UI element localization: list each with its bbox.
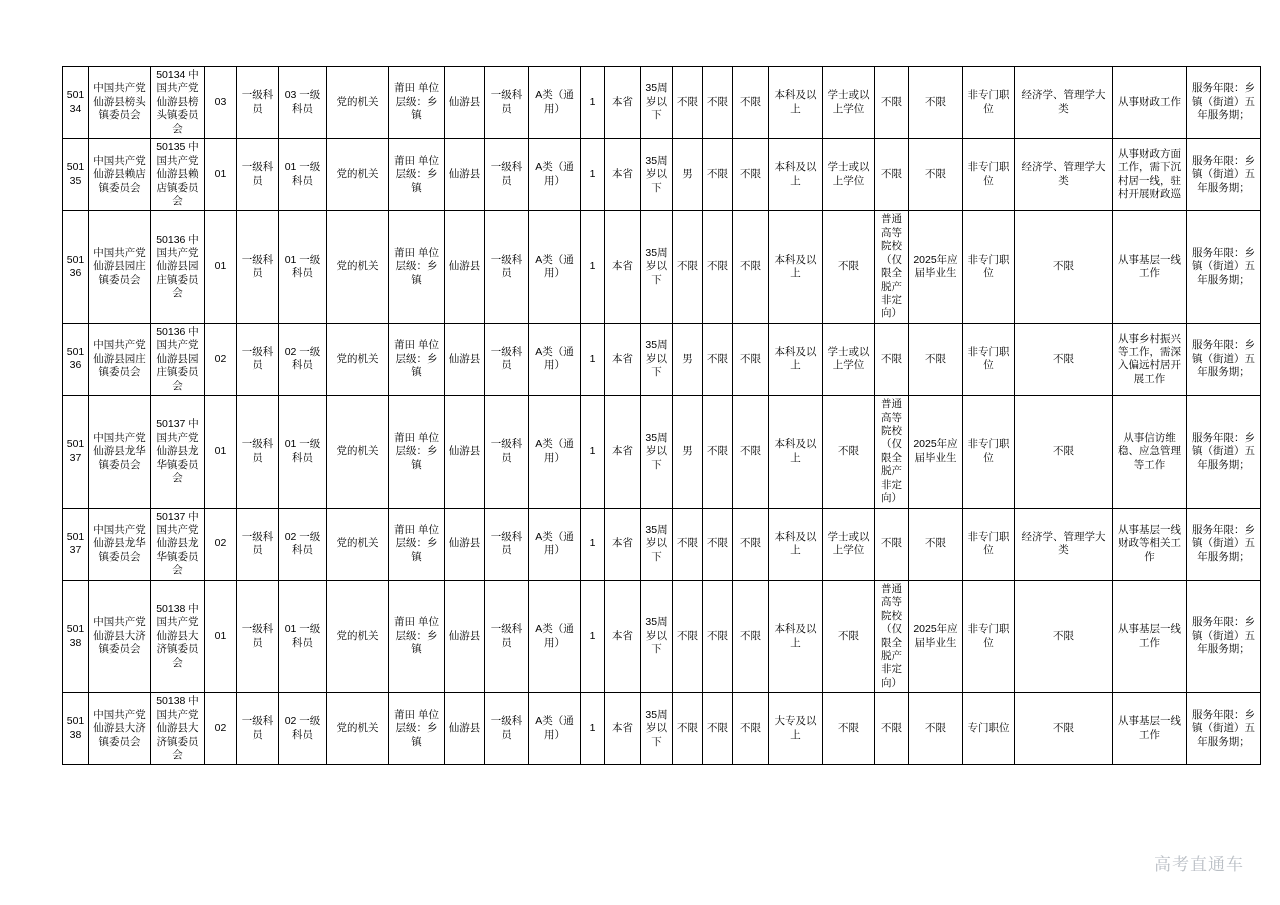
cell-work-place: 莆田 单位层级：乡镇 bbox=[389, 580, 445, 693]
cell-gender: 男 bbox=[673, 396, 703, 509]
cell-politics: 不限 bbox=[703, 693, 733, 765]
cell-education: 本科及以上 bbox=[769, 508, 823, 580]
cell-grassroots: 不限 bbox=[733, 580, 769, 693]
cell-org-type: 党的机关 bbox=[327, 508, 389, 580]
cell-grassroots: 不限 bbox=[733, 323, 769, 395]
cell-count: 1 bbox=[581, 396, 605, 509]
cell-unit: 50136 中国共产党仙游县园庄镇委员会 bbox=[151, 323, 205, 395]
cell-age: 35周岁以下 bbox=[641, 323, 673, 395]
cell-attribute: 不限 bbox=[909, 139, 963, 211]
cell-level: 一级科员 bbox=[485, 508, 529, 580]
cell-region: 仙游县 bbox=[445, 139, 485, 211]
cell-org-type: 党的机关 bbox=[327, 211, 389, 324]
cell-other: 从事基层一线工作 bbox=[1113, 211, 1187, 324]
cell-position: 一级科员 bbox=[237, 580, 279, 693]
cell-region: 仙游县 bbox=[445, 580, 485, 693]
cell-code: 50137 bbox=[63, 396, 89, 509]
cell-count: 1 bbox=[581, 693, 605, 765]
cell-politics: 不限 bbox=[703, 211, 733, 324]
cell-gender: 男 bbox=[673, 323, 703, 395]
cell-scope: 不限 bbox=[875, 139, 909, 211]
cell-agency: 中国共产党仙游县大济镇委员会 bbox=[89, 580, 151, 693]
cell-household: 本省 bbox=[605, 67, 641, 139]
cell-org-type: 党的机关 bbox=[327, 580, 389, 693]
cell-politics: 不限 bbox=[703, 508, 733, 580]
cell-other: 从事财政工作 bbox=[1113, 67, 1187, 139]
cell-position-desc: 01 一级科员 bbox=[279, 580, 327, 693]
table-row bbox=[63, 508, 1261, 580]
cell-other: 从事信访维稳、应急管理等工作 bbox=[1113, 396, 1187, 509]
cell-attribute: 不限 bbox=[909, 67, 963, 139]
cell-position: 一级科员 bbox=[237, 508, 279, 580]
cell-count: 1 bbox=[581, 139, 605, 211]
cell-org-type: 党的机关 bbox=[327, 67, 389, 139]
cell-position-desc: 01 一级科员 bbox=[279, 211, 327, 324]
cell-remark: 服务年限：乡镇（街道）五年服务期； bbox=[1187, 693, 1261, 765]
table-row bbox=[63, 139, 1261, 211]
cell-politics: 不限 bbox=[703, 323, 733, 395]
cell-exam-type: A类（通用） bbox=[529, 67, 581, 139]
cell-agency: 中国共产党仙游县赖店镇委员会 bbox=[89, 139, 151, 211]
cell-gender: 男 bbox=[673, 139, 703, 211]
cell-code: 50138 bbox=[63, 580, 89, 693]
cell-remark: 服务年限：乡镇（街道）五年服务期； bbox=[1187, 580, 1261, 693]
cell-seq: 01 bbox=[205, 580, 237, 693]
cell-household: 本省 bbox=[605, 323, 641, 395]
cell-agency: 中国共产党仙游县龙华镇委员会 bbox=[89, 396, 151, 509]
cell-major: 经济学、管理学大类 bbox=[1015, 139, 1113, 211]
cell-org-type: 党的机关 bbox=[327, 396, 389, 509]
cell-other: 从事基层一线财政等相关工作 bbox=[1113, 508, 1187, 580]
cell-attribute: 2025年应届毕业生 bbox=[909, 396, 963, 509]
cell-position: 一级科员 bbox=[237, 67, 279, 139]
cell-gender: 不限 bbox=[673, 693, 703, 765]
table-row bbox=[63, 580, 1261, 693]
cell-job-nature: 非专门职位 bbox=[963, 139, 1015, 211]
cell-work-place: 莆田 单位层级：乡镇 bbox=[389, 139, 445, 211]
cell-agency: 中国共产党仙游县园庄镇委员会 bbox=[89, 323, 151, 395]
cell-region: 仙游县 bbox=[445, 396, 485, 509]
cell-household: 本省 bbox=[605, 396, 641, 509]
cell-count: 1 bbox=[581, 67, 605, 139]
cell-unit: 50135 中国共产党仙游县赖店镇委员会 bbox=[151, 139, 205, 211]
cell-job-nature: 非专门职位 bbox=[963, 396, 1015, 509]
cell-scope: 普通高等院校（仅限全脱产非定向） bbox=[875, 396, 909, 509]
cell-work-place: 莆田 单位层级：乡镇 bbox=[389, 508, 445, 580]
table-row bbox=[63, 693, 1261, 765]
table-row bbox=[63, 396, 1261, 509]
cell-exam-type: A类（通用） bbox=[529, 580, 581, 693]
cell-code: 50135 bbox=[63, 139, 89, 211]
cell-gender: 不限 bbox=[673, 67, 703, 139]
cell-degree: 学士或以上学位 bbox=[823, 323, 875, 395]
cell-degree: 不限 bbox=[823, 396, 875, 509]
cell-education: 大专及以上 bbox=[769, 693, 823, 765]
cell-count: 1 bbox=[581, 508, 605, 580]
cell-major: 经济学、管理学大类 bbox=[1015, 67, 1113, 139]
cell-position-desc: 02 一级科员 bbox=[279, 508, 327, 580]
cell-attribute: 2025年应届毕业生 bbox=[909, 580, 963, 693]
cell-count: 1 bbox=[581, 323, 605, 395]
cell-unit: 50137 中国共产党仙游县龙华镇委员会 bbox=[151, 396, 205, 509]
cell-seq: 02 bbox=[205, 323, 237, 395]
cell-other: 从事基层一线工作 bbox=[1113, 693, 1187, 765]
cell-work-place: 莆田 单位层级：乡镇 bbox=[389, 211, 445, 324]
cell-code: 50136 bbox=[63, 211, 89, 324]
cell-position: 一级科员 bbox=[237, 323, 279, 395]
cell-remark: 服务年限：乡镇（街道）五年服务期； bbox=[1187, 323, 1261, 395]
cell-job-nature: 专门职位 bbox=[963, 693, 1015, 765]
cell-grassroots: 不限 bbox=[733, 508, 769, 580]
cell-scope: 普通高等院校（仅限全脱产非定向） bbox=[875, 580, 909, 693]
table-row bbox=[63, 211, 1261, 324]
cell-degree: 学士或以上学位 bbox=[823, 67, 875, 139]
cell-education: 本科及以上 bbox=[769, 396, 823, 509]
cell-scope: 不限 bbox=[875, 67, 909, 139]
cell-unit: 50137 中国共产党仙游县龙华镇委员会 bbox=[151, 508, 205, 580]
cell-exam-type: A类（通用） bbox=[529, 323, 581, 395]
cell-household: 本省 bbox=[605, 211, 641, 324]
cell-major: 不限 bbox=[1015, 693, 1113, 765]
cell-scope: 不限 bbox=[875, 323, 909, 395]
cell-position: 一级科员 bbox=[237, 396, 279, 509]
table-row bbox=[63, 323, 1261, 395]
cell-remark: 服务年限：乡镇（街道）五年服务期； bbox=[1187, 139, 1261, 211]
cell-position: 一级科员 bbox=[237, 139, 279, 211]
table-body bbox=[63, 67, 1261, 765]
cell-count: 1 bbox=[581, 580, 605, 693]
cell-seq: 01 bbox=[205, 139, 237, 211]
cell-level: 一级科员 bbox=[485, 67, 529, 139]
cell-agency: 中国共产党仙游县大济镇委员会 bbox=[89, 693, 151, 765]
cell-household: 本省 bbox=[605, 508, 641, 580]
cell-code: 50138 bbox=[63, 693, 89, 765]
cell-org-type: 党的机关 bbox=[327, 693, 389, 765]
cell-household: 本省 bbox=[605, 139, 641, 211]
cell-position-desc: 03 一级科员 bbox=[279, 67, 327, 139]
cell-scope: 不限 bbox=[875, 508, 909, 580]
cell-attribute: 2025年应届毕业生 bbox=[909, 211, 963, 324]
cell-major: 不限 bbox=[1015, 211, 1113, 324]
cell-position-desc: 02 一级科员 bbox=[279, 693, 327, 765]
cell-seq: 01 bbox=[205, 396, 237, 509]
cell-grassroots: 不限 bbox=[733, 139, 769, 211]
cell-gender: 不限 bbox=[673, 580, 703, 693]
cell-job-nature: 非专门职位 bbox=[963, 508, 1015, 580]
cell-major: 不限 bbox=[1015, 396, 1113, 509]
cell-agency: 中国共产党仙游县园庄镇委员会 bbox=[89, 211, 151, 324]
cell-degree: 学士或以上学位 bbox=[823, 139, 875, 211]
cell-position: 一级科员 bbox=[237, 693, 279, 765]
cell-other: 从事基层一线工作 bbox=[1113, 580, 1187, 693]
cell-seq: 02 bbox=[205, 693, 237, 765]
cell-age: 35周岁以下 bbox=[641, 693, 673, 765]
cell-job-nature: 非专门职位 bbox=[963, 323, 1015, 395]
cell-count: 1 bbox=[581, 211, 605, 324]
cell-work-place: 莆田 单位层级：乡镇 bbox=[389, 396, 445, 509]
cell-scope: 不限 bbox=[875, 693, 909, 765]
cell-work-place: 莆田 单位层级：乡镇 bbox=[389, 67, 445, 139]
cell-major: 经济学、管理学大类 bbox=[1015, 508, 1113, 580]
cell-education: 本科及以上 bbox=[769, 139, 823, 211]
cell-grassroots: 不限 bbox=[733, 211, 769, 324]
cell-region: 仙游县 bbox=[445, 508, 485, 580]
cell-region: 仙游县 bbox=[445, 323, 485, 395]
cell-job-nature: 非专门职位 bbox=[963, 67, 1015, 139]
watermark: 高考直通车 bbox=[1154, 855, 1244, 874]
cell-org-type: 党的机关 bbox=[327, 323, 389, 395]
cell-seq: 03 bbox=[205, 67, 237, 139]
cell-education: 本科及以上 bbox=[769, 67, 823, 139]
cell-agency: 中国共产党仙游县榜头镇委员会 bbox=[89, 67, 151, 139]
cell-attribute: 不限 bbox=[909, 323, 963, 395]
cell-code: 50134 bbox=[63, 67, 89, 139]
cell-household: 本省 bbox=[605, 693, 641, 765]
cell-region: 仙游县 bbox=[445, 67, 485, 139]
job-listing-table bbox=[62, 66, 1261, 765]
cell-level: 一级科员 bbox=[485, 323, 529, 395]
cell-education: 本科及以上 bbox=[769, 211, 823, 324]
cell-level: 一级科员 bbox=[485, 580, 529, 693]
cell-exam-type: A类（通用） bbox=[529, 396, 581, 509]
cell-major: 不限 bbox=[1015, 323, 1113, 395]
cell-degree: 不限 bbox=[823, 580, 875, 693]
cell-org-type: 党的机关 bbox=[327, 139, 389, 211]
cell-region: 仙游县 bbox=[445, 211, 485, 324]
cell-degree: 学士或以上学位 bbox=[823, 508, 875, 580]
cell-major: 不限 bbox=[1015, 580, 1113, 693]
cell-household: 本省 bbox=[605, 580, 641, 693]
cell-position-desc: 02 一级科员 bbox=[279, 323, 327, 395]
cell-position: 一级科员 bbox=[237, 211, 279, 324]
cell-code: 50137 bbox=[63, 508, 89, 580]
cell-attribute: 不限 bbox=[909, 693, 963, 765]
cell-attribute: 不限 bbox=[909, 508, 963, 580]
cell-age: 35周岁以下 bbox=[641, 67, 673, 139]
cell-seq: 01 bbox=[205, 211, 237, 324]
cell-education: 本科及以上 bbox=[769, 580, 823, 693]
cell-job-nature: 非专门职位 bbox=[963, 211, 1015, 324]
cell-work-place: 莆田 单位层级：乡镇 bbox=[389, 323, 445, 395]
cell-gender: 不限 bbox=[673, 508, 703, 580]
cell-politics: 不限 bbox=[703, 139, 733, 211]
cell-position-desc: 01 一级科员 bbox=[279, 139, 327, 211]
cell-level: 一级科员 bbox=[485, 396, 529, 509]
cell-gender: 不限 bbox=[673, 211, 703, 324]
cell-exam-type: A类（通用） bbox=[529, 211, 581, 324]
cell-degree: 不限 bbox=[823, 693, 875, 765]
cell-unit: 50134 中国共产党仙游县榜头镇委员会 bbox=[151, 67, 205, 139]
cell-grassroots: 不限 bbox=[733, 693, 769, 765]
cell-age: 35周岁以下 bbox=[641, 396, 673, 509]
cell-other: 从事财政方面工作，需下沉村居一线，驻村开展财政巡 bbox=[1113, 139, 1187, 211]
cell-position-desc: 01 一级科员 bbox=[279, 396, 327, 509]
cell-age: 35周岁以下 bbox=[641, 139, 673, 211]
cell-politics: 不限 bbox=[703, 67, 733, 139]
cell-remark: 服务年限：乡镇（街道）五年服务期； bbox=[1187, 396, 1261, 509]
cell-region: 仙游县 bbox=[445, 693, 485, 765]
cell-code: 50136 bbox=[63, 323, 89, 395]
cell-politics: 不限 bbox=[703, 396, 733, 509]
cell-remark: 服务年限：乡镇（街道）五年服务期； bbox=[1187, 508, 1261, 580]
cell-work-place: 莆田 单位层级：乡镇 bbox=[389, 693, 445, 765]
cell-grassroots: 不限 bbox=[733, 67, 769, 139]
cell-degree: 不限 bbox=[823, 211, 875, 324]
cell-age: 35周岁以下 bbox=[641, 211, 673, 324]
cell-remark: 服务年限：乡镇（街道）五年服务期； bbox=[1187, 211, 1261, 324]
cell-unit: 50138 中国共产党仙游县大济镇委员会 bbox=[151, 693, 205, 765]
cell-remark: 服务年限：乡镇（街道）五年服务期； bbox=[1187, 67, 1261, 139]
cell-age: 35周岁以下 bbox=[641, 508, 673, 580]
cell-unit: 50136 中国共产党仙游县园庄镇委员会 bbox=[151, 211, 205, 324]
cell-politics: 不限 bbox=[703, 580, 733, 693]
cell-education: 本科及以上 bbox=[769, 323, 823, 395]
cell-scope: 普通高等院校（仅限全脱产非定向） bbox=[875, 211, 909, 324]
cell-exam-type: A类（通用） bbox=[529, 508, 581, 580]
cell-level: 一级科员 bbox=[485, 211, 529, 324]
cell-other: 从事乡村振兴等工作，需深入偏远村居开展工作 bbox=[1113, 323, 1187, 395]
cell-job-nature: 非专门职位 bbox=[963, 580, 1015, 693]
cell-agency: 中国共产党仙游县龙华镇委员会 bbox=[89, 508, 151, 580]
cell-exam-type: A类（通用） bbox=[529, 139, 581, 211]
cell-seq: 02 bbox=[205, 508, 237, 580]
cell-age: 35周岁以下 bbox=[641, 580, 673, 693]
cell-unit: 50138 中国共产党仙游县大济镇委员会 bbox=[151, 580, 205, 693]
cell-level: 一级科员 bbox=[485, 139, 529, 211]
table-row bbox=[63, 67, 1261, 139]
cell-exam-type: A类（通用） bbox=[529, 693, 581, 765]
cell-level: 一级科员 bbox=[485, 693, 529, 765]
cell-grassroots: 不限 bbox=[733, 396, 769, 509]
